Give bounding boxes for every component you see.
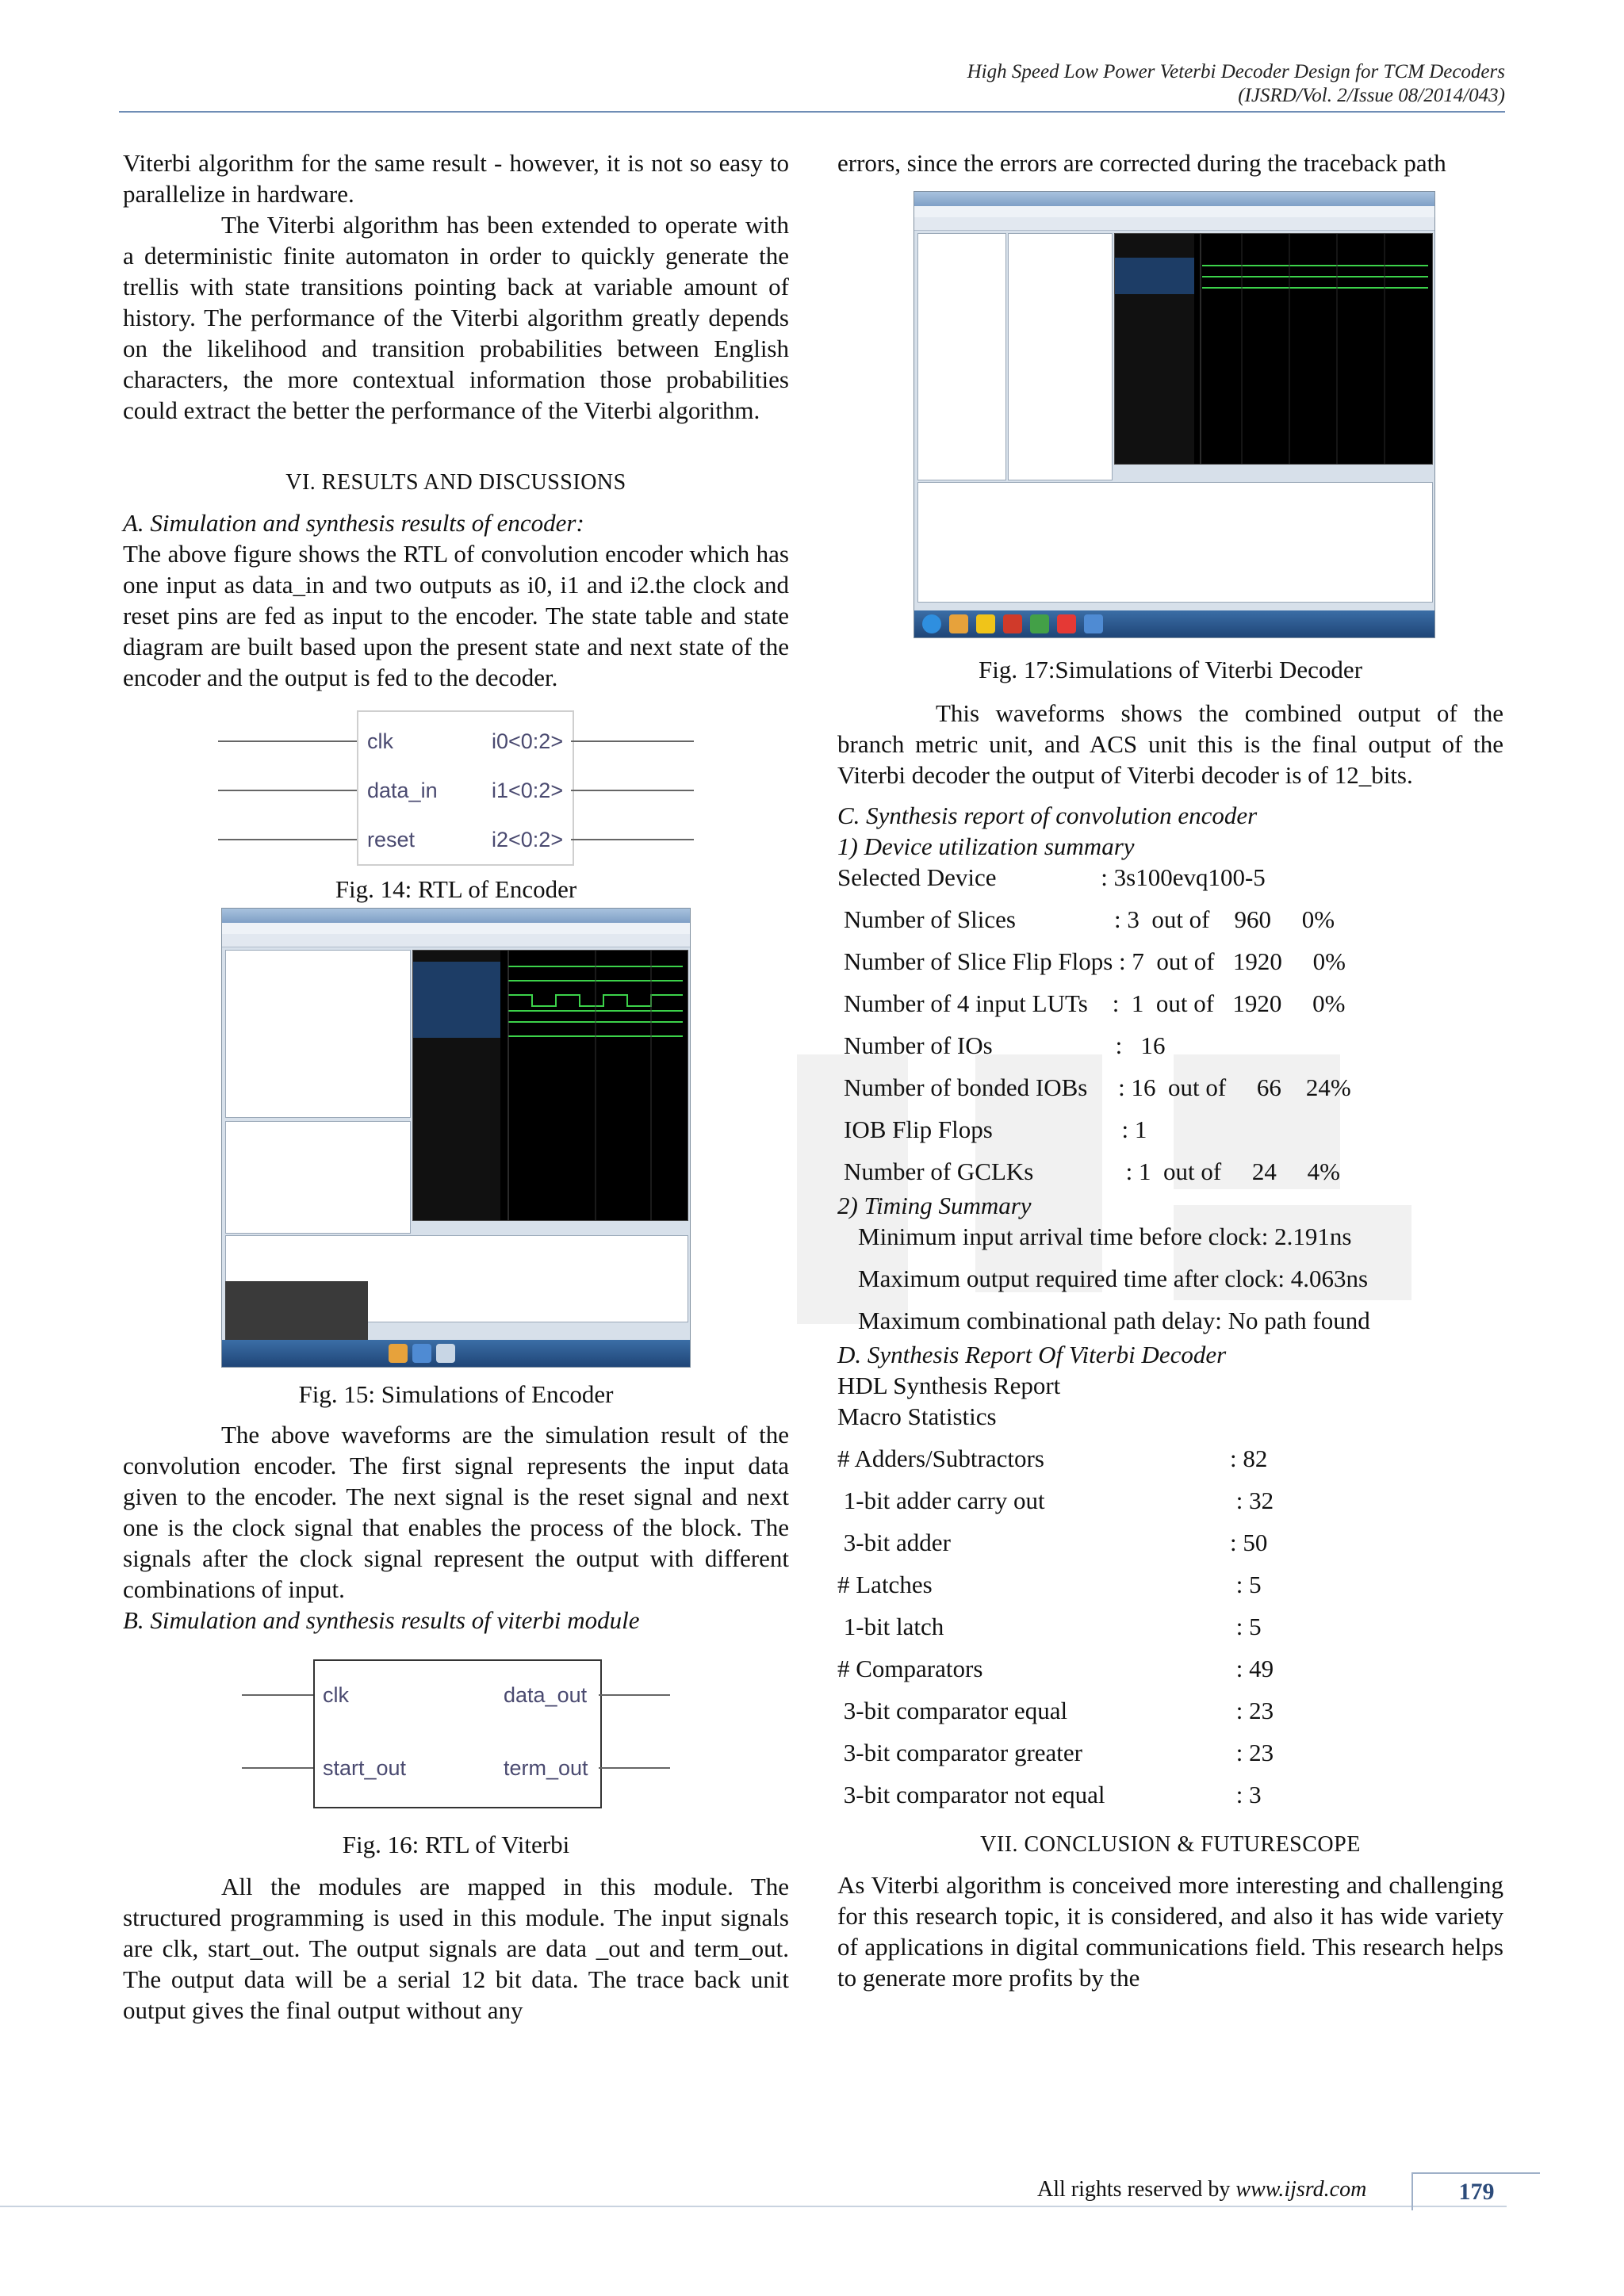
- macro-stat-value: : 3: [1230, 1781, 1262, 1808]
- objects-panel: [225, 1121, 411, 1234]
- macro-stat-name: 3-bit comparator equal: [837, 1697, 1068, 1724]
- timing-summary: [837, 1221, 1503, 1336]
- paragraph: The above figure shows the RTL of convolution encoder which has one input as data_in and two outputs as i0, i1 and i2.the clock and reset pins are fed as input to the encoder. The state table and state diagram are built based upon the present state and next state of the encoder and the output is fed to the decoder.: [123, 540, 789, 691]
- header-rule: [119, 111, 1505, 113]
- objects-panel: [1008, 233, 1113, 480]
- macro-stat-row: [837, 1527, 1503, 1558]
- paragraph: errors, since the errors are corrected during the traceback path: [837, 149, 1446, 177]
- figure-caption: Fig. 15: Simulations of Encoder: [298, 1380, 614, 1408]
- output-wire: [571, 790, 694, 791]
- keyboard-overlay: [225, 1281, 368, 1341]
- waveform-traces: [413, 951, 688, 1220]
- macro-stat-value: : 50: [1230, 1529, 1268, 1556]
- encoder-rtl-diagram: [218, 710, 694, 869]
- utilization-row: Number of Slice Flip Flops : 7 out of 1920 0%: [844, 947, 1346, 975]
- macro-stat-name: 1-bit adder carry out: [837, 1487, 1045, 1514]
- output-wire: [599, 1767, 670, 1769]
- instances-panel: [917, 233, 1006, 480]
- input-wire: [218, 790, 357, 791]
- footer-rights-text: All rights reserved by: [1037, 2177, 1236, 2202]
- port-label: clk: [367, 729, 393, 753]
- port-label: i1<0:2>: [492, 779, 564, 802]
- macro-stat-value: : 23: [1230, 1697, 1274, 1724]
- port-label: term_out: [504, 1756, 588, 1780]
- macro-stat-row: [837, 1737, 1503, 1768]
- taskbar-icon: [1057, 614, 1076, 633]
- macro-stat-value: : 5: [1230, 1571, 1262, 1598]
- macro-stat-name: # Adders/Subtractors: [837, 1445, 1044, 1472]
- input-wire: [218, 839, 357, 840]
- paragraph: Viterbi algorithm for the same result - however, it is not so easy to parallelize in hardware.: [123, 149, 789, 208]
- macro-stat-row: [837, 1569, 1503, 1600]
- timing-line: Maximum output required time after clock: 4.063ns: [858, 1265, 1369, 1292]
- footer-rule: [0, 2206, 1507, 2207]
- subsection-heading: 1) Device utilization summary: [837, 832, 1135, 860]
- section-heading: VI. RESULTS AND DISCUSSIONS: [285, 470, 626, 495]
- taskbar-icon: [412, 1344, 431, 1363]
- utilization-row: Number of bonded IOBs : 16 out of 66 24%: [844, 1073, 1351, 1101]
- macro-stat-name: # Latches: [837, 1571, 933, 1598]
- subsection-heading: B. Simulation and synthesis results of viterbi module: [123, 1606, 640, 1634]
- macro-statistics: [837, 1443, 1503, 1810]
- viterbi-rtl-diagram: [242, 1659, 670, 1808]
- macro-stat-row: [837, 1653, 1503, 1684]
- figure-caption: Fig. 16: RTL of Viterbi: [342, 1831, 570, 1858]
- section-heading: VII. CONCLUSION & FUTURESCOPE: [980, 1832, 1361, 1857]
- output-wire: [571, 740, 694, 742]
- right-column: [837, 147, 1503, 1993]
- macro-stat-row: [837, 1779, 1503, 1810]
- instances-panel: [225, 950, 411, 1118]
- taskbar-icon: [976, 614, 995, 633]
- utilization-table: [837, 904, 1503, 1187]
- taskbar-icon: [922, 614, 941, 633]
- taskbar: [222, 1340, 690, 1367]
- footer-rights: [1037, 2177, 1366, 2202]
- input-wire: [242, 1767, 313, 1769]
- toolbar: [222, 934, 690, 947]
- figure-caption: Fig. 14: RTL of Encoder: [335, 875, 577, 903]
- output-wire: [599, 1694, 670, 1696]
- macro-stat-value: : 32: [1230, 1487, 1274, 1514]
- taskbar-icon: [949, 614, 968, 633]
- utilization-row: Number of 4 input LUTs : 1 out of 1920 0%: [844, 989, 1346, 1017]
- utilization-row: Number of IOs : 16: [844, 1031, 1166, 1059]
- port-label: reset: [367, 828, 416, 851]
- macro-stat-value: : 23: [1230, 1739, 1274, 1766]
- report-subtitle: Macro Statistics: [837, 1402, 997, 1430]
- timing-line: Maximum combinational path delay: No path found: [858, 1307, 1370, 1334]
- menu-bar: [222, 923, 690, 935]
- menu-bar: [914, 206, 1434, 218]
- window-titlebar: [914, 192, 1434, 206]
- utilization-row: Number of GCLKs : 1 out of 24 4%: [844, 1158, 1340, 1185]
- paragraph: The above waveforms are the simulation result of the convolution encoder. The first signal represents the input data given to the encoder. The next signal is the reset signal and next one is the clock signal that enables the process of the block. The signals after the clock signal represent the output with different combinations of input.: [123, 1421, 789, 1603]
- figure-caption: Fig. 17:Simulations of Viterbi Decoder: [978, 656, 1363, 683]
- macro-stat-name: 3-bit adder: [837, 1529, 951, 1556]
- macro-stat-row: [837, 1611, 1503, 1642]
- running-header: [967, 60, 1505, 108]
- toolbar: [914, 217, 1434, 231]
- waveform-viewer: [1114, 233, 1433, 465]
- console-panel: [917, 482, 1433, 603]
- input-wire: [242, 1694, 313, 1696]
- macro-stat-value: : 49: [1230, 1655, 1274, 1682]
- taskbar-icon: [1084, 614, 1103, 633]
- taskbar: [914, 610, 1434, 637]
- left-column: [123, 147, 789, 2026]
- waveform-viewer: [412, 950, 688, 1221]
- viterbi-simulation-screenshot: [914, 191, 1435, 638]
- taskbar-icon: [1030, 614, 1049, 633]
- macro-stat-name: # Comparators: [837, 1655, 983, 1682]
- device-line: Selected Device : 3s100evq100-5: [837, 863, 1266, 891]
- subsection-heading: A. Simulation and synthesis results of encoder:: [123, 509, 584, 537]
- macro-stat-row: [837, 1443, 1503, 1474]
- paragraph: This waveforms shows the combined output of the branch metric unit, and ACS unit this is the final output of the Viterbi decoder the output of Viterbi decoder is of 12_bits.: [837, 699, 1503, 789]
- port-label: i0<0:2>: [492, 729, 564, 753]
- port-label: i2<0:2>: [492, 828, 564, 851]
- port-label: clk: [323, 1683, 349, 1707]
- macro-stat-value: : 82: [1230, 1445, 1268, 1472]
- port-label: data_out: [504, 1683, 588, 1707]
- utilization-row: Number of Slices : 3 out of 960 0%: [844, 905, 1335, 933]
- macro-stat-row: [837, 1485, 1503, 1516]
- port-label: start_out: [323, 1756, 407, 1780]
- port-label: data_in: [367, 779, 438, 802]
- macro-stat-name: 3-bit comparator greater: [837, 1739, 1082, 1766]
- footer-site-link[interactable]: www.ijsrd.com: [1235, 2177, 1367, 2202]
- subsection-heading: 2) Timing Summary: [837, 1192, 1032, 1219]
- macro-stat-name: 1-bit latch: [837, 1613, 944, 1640]
- macro-stat-row: [837, 1695, 1503, 1726]
- macro-stat-name: 3-bit comparator not equal: [837, 1781, 1105, 1808]
- subsection-heading: C. Synthesis report of convolution encoder: [837, 802, 1258, 829]
- macro-stat-value: : 5: [1230, 1613, 1262, 1640]
- paragraph: As Viterbi algorithm is conceived more interesting and challenging for this research topic, it is considered, and also it has wide variety of applications in digital communications field. This research helps to generate more profits by the: [837, 1871, 1503, 1992]
- page-number: 179: [1411, 2172, 1540, 2210]
- taskbar-icon: [1003, 614, 1022, 633]
- input-wire: [218, 740, 357, 742]
- paragraph: All the modules are mapped in this module. The structured programming is used in this module. The input signals are clk, start_out. The output signals are data _out and term_out. The output data will be a serial 12 bit data. The trace back unit output gives the final output without any: [123, 1873, 789, 2024]
- report-title: HDL Synthesis Report: [837, 1372, 1061, 1399]
- taskbar-icon: [389, 1344, 408, 1363]
- header-title: High Speed Low Power Veterbi Decoder Design for TCM Decoders: [967, 61, 1505, 82]
- header-citation: (IJSRD/Vol. 2/Issue 08/2014/043): [1238, 85, 1505, 106]
- window-titlebar: [222, 909, 690, 923]
- paragraph: The Viterbi algorithm has been extended to operate with a deterministic finite automaton in order to quickly generate the trellis with state transitions pointing back at variable amount of history. The performance of the Viterbi algorithm greatly depends on the likelihood and transition probabilities between English characters, the more contextual information those probabilities could extract the better the performance of the Viterbi algorithm.: [123, 211, 789, 424]
- waveform-traces: [1115, 234, 1432, 464]
- utilization-row: IOB Flip Flops : 1: [844, 1115, 1147, 1143]
- encoder-simulation-screenshot: [221, 908, 691, 1368]
- timing-line: Minimum input arrival time before clock: 2.191ns: [858, 1223, 1352, 1250]
- taskbar-icon: [436, 1344, 455, 1363]
- output-wire: [571, 839, 694, 840]
- subsection-heading: D. Synthesis Report Of Viterbi Decoder: [837, 1341, 1227, 1368]
